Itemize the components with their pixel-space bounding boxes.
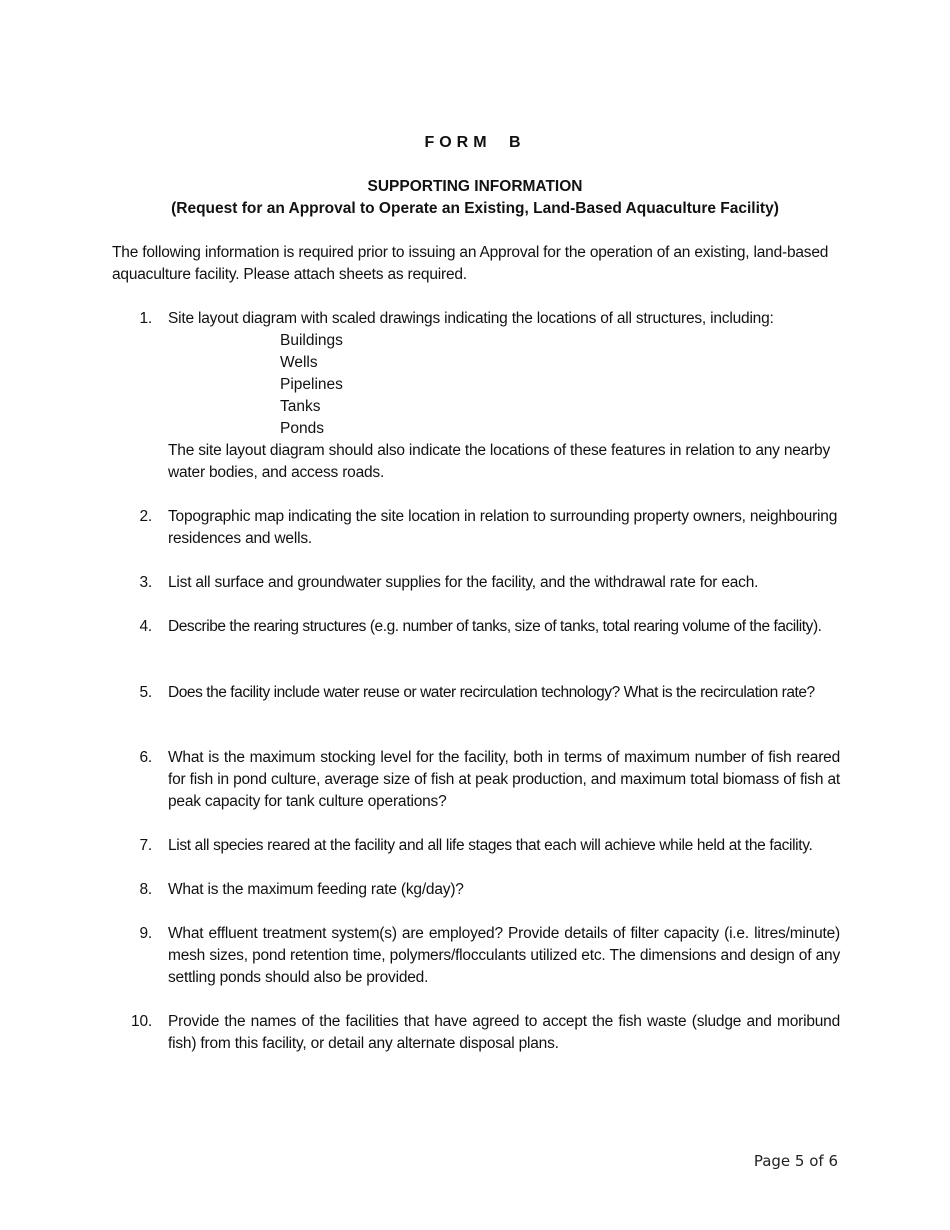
item-number: 4. [139, 618, 152, 635]
item-number: 8. [139, 881, 152, 898]
item-text: Does the facility include water reuse or water recirculation technology? What is the recirculation rate? [168, 684, 815, 701]
form-label: FORM B [424, 134, 526, 151]
item-text: Topographic map indicating the site location in relation to surrounding property owners, neighbouring residences and wells. [168, 508, 838, 547]
item-text: What is the maximum feeding rate (kg/day)? [168, 881, 464, 898]
section-subtitle: (Request for an Approval to Operate an Existing, Land-Based Aquaculture Facility) [171, 200, 779, 217]
item-text: List all species reared at the facility and all life stages that each will achieve while held at the facility. [168, 837, 813, 854]
item-text: Describe the rearing structures (e.g. number of tanks, size of tanks, total rearing volume of the facility). [168, 618, 822, 635]
item-extra-text: The site layout diagram should also indicate the locations of these features in relation to any nearby water bodies, and access roads. [168, 442, 831, 481]
item-number: 9. [139, 925, 152, 942]
item-text: Provide the names of the facilities that have agreed to accept the fish waste (sludge and moribund fish) from this facility, or detail any alternate disposal plans. [168, 1013, 840, 1052]
item-number: 10. [131, 1013, 152, 1030]
item-number: 2. [139, 508, 152, 525]
item-number: 6. [139, 749, 152, 766]
page-number: Page 5 of 6 [753, 1152, 838, 1170]
section-title: SUPPORTING INFORMATION [367, 178, 583, 195]
sub-item: Pipelines [280, 376, 343, 393]
item-number: 5. [139, 684, 152, 701]
item-number: 1. [139, 310, 152, 327]
intro-paragraph: The following information is required prior to issuing an Approval for the operation of an existing, land-based aquaculture facility. Please attach sheets as required. [112, 244, 829, 283]
sub-item: Tanks [280, 398, 321, 415]
sub-item: Ponds [280, 420, 324, 437]
item-number: 3. [139, 574, 152, 591]
item-number: 7. [139, 837, 152, 854]
item-text: List all surface and groundwater supplies for the facility, and the withdrawal rate for each. [168, 574, 759, 591]
item-text: Site layout diagram with scaled drawings indicating the locations of all structures, including: [168, 310, 774, 327]
sub-item: Buildings [280, 332, 343, 349]
item-text: What is the maximum stocking level for the facility, both in terms of maximum number of fish reared for fish in pond culture, average size of fish at peak production, and maximum total biomass of fish at peak capacity for tank culture operations? [168, 749, 840, 810]
item-text: What effluent treatment system(s) are employed? Provide details of filter capacity (i.e. litres/minute) mesh sizes, pond retention time, polymers/flocculants utilized etc. The dimensions and design of any settling ponds should also be provided. [168, 925, 840, 986]
sub-item: Wells [280, 354, 318, 371]
